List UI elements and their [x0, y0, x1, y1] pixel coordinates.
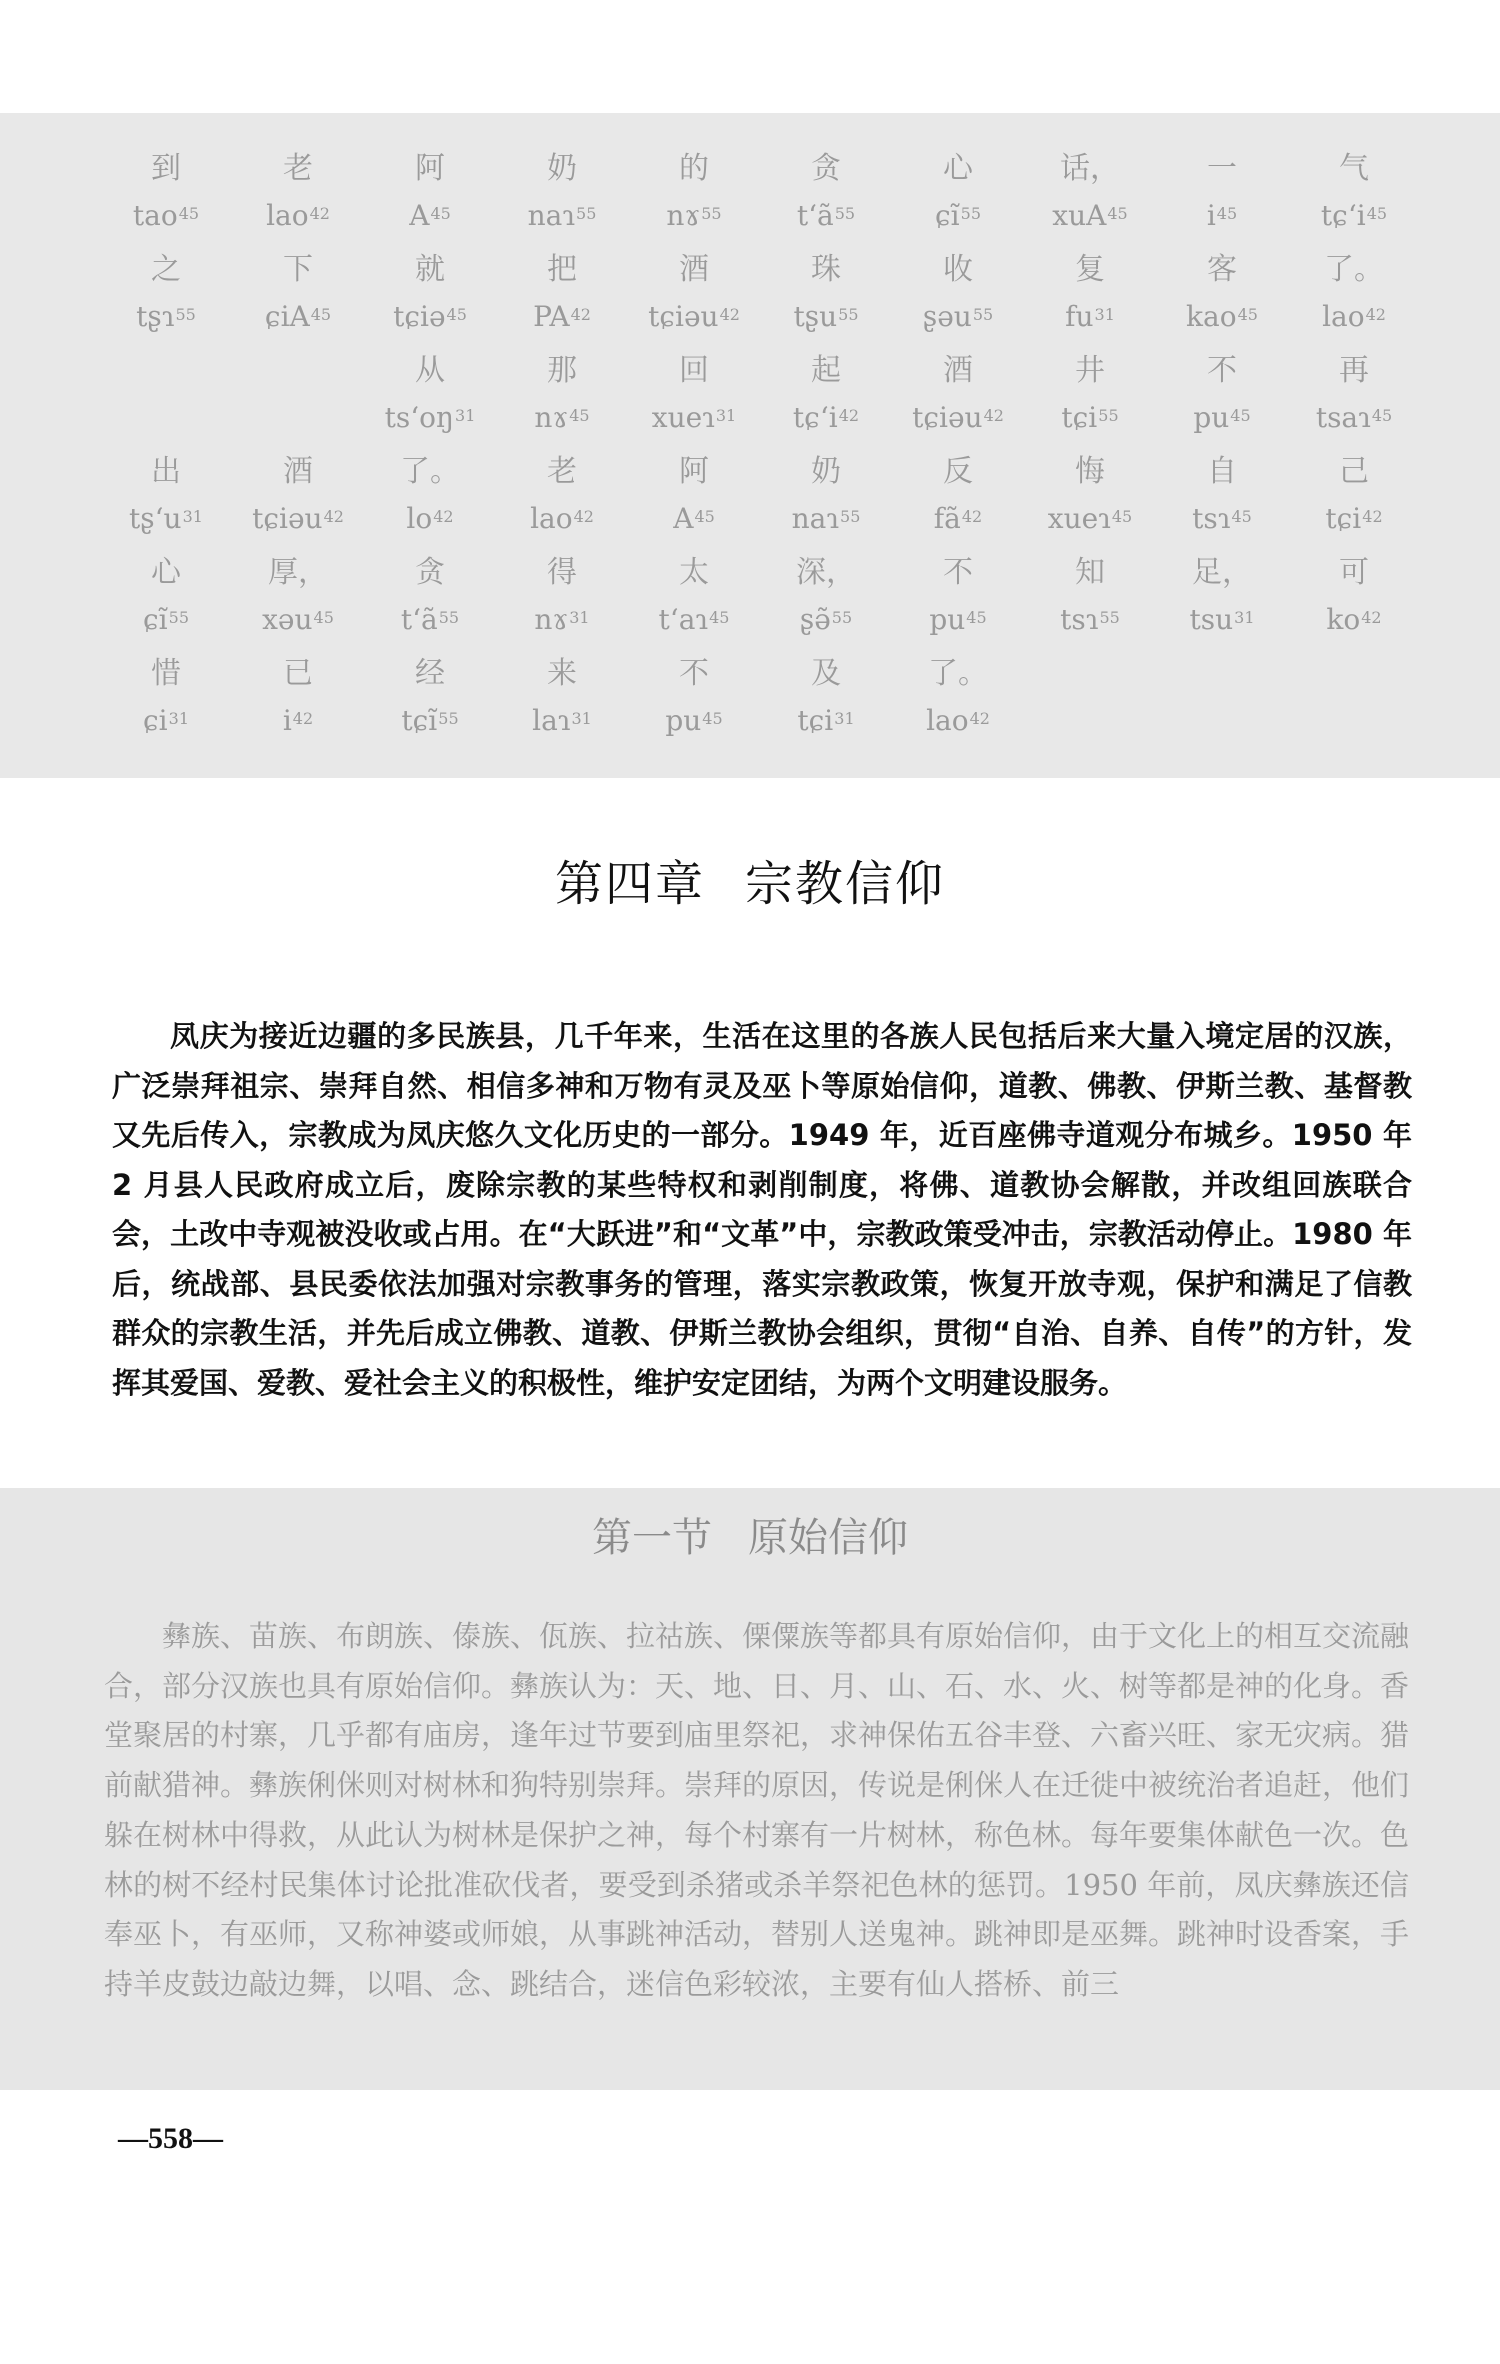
- gloss-tone-number: 45: [1366, 204, 1388, 224]
- gloss-syllable: t‘ã: [400, 603, 438, 637]
- gloss-hanzi-cell: 珠: [811, 252, 841, 288]
- gloss-tone-number: 42: [1362, 507, 1383, 527]
- page-number: —558—: [118, 2122, 223, 2155]
- gloss-romanization-cell: [1288, 595, 1420, 646]
- gloss-romanization-cell: [760, 696, 892, 747]
- gloss-tone-number: 55: [1098, 406, 1119, 426]
- gloss-tone-number: 31: [569, 608, 590, 628]
- gloss-romanization-cell: [1156, 595, 1288, 646]
- gloss-syllable: A: [409, 199, 430, 233]
- gloss-tone-number: 55: [834, 204, 856, 224]
- gloss-syllable: fu: [1065, 300, 1094, 334]
- gloss-hanzi-cell: 奶: [547, 151, 577, 187]
- gloss-romanization-cell: [364, 494, 496, 545]
- gloss-romanization-cell: [232, 292, 364, 343]
- gloss-hanzi-cell: 心: [151, 555, 181, 591]
- gloss-syllable: lao: [1322, 300, 1365, 334]
- gloss-tone-number: 55: [838, 305, 859, 325]
- gloss-hanzi-cell: 出: [151, 454, 181, 490]
- gloss-syllable: tɕi: [1325, 502, 1362, 536]
- gloss-romanization-cell: [1288, 191, 1420, 242]
- gloss-romanization-cell: [100, 292, 232, 343]
- gloss-syllable: A: [673, 502, 694, 536]
- gloss-hanzi-cell: 再: [1339, 353, 1369, 389]
- gloss-syllable: PA: [533, 300, 570, 334]
- gloss-romanization-cell: [232, 494, 364, 545]
- gloss-tone-number: 45: [1237, 305, 1258, 325]
- gloss-tone-number: 31: [571, 709, 592, 729]
- gloss-syllable: ɕĩ: [143, 603, 168, 637]
- gloss-hanzi-cell: 酒: [679, 252, 709, 288]
- gloss-syllable: tɕiə: [393, 300, 446, 334]
- gloss-romanization-cell: [100, 191, 232, 242]
- gloss-romanization-cell: [1156, 393, 1288, 444]
- gloss-tone-number: 42: [719, 305, 740, 325]
- gloss-syllable: pu: [665, 704, 702, 738]
- gloss-hanzi-cell: 贪: [415, 555, 445, 591]
- gloss-hanzi-cell: [1288, 645, 1420, 696]
- gloss-tone-number: 45: [966, 608, 987, 628]
- gloss-hanzi-cell: 厚，: [268, 555, 328, 591]
- gloss-romanization-cell: [892, 595, 1024, 646]
- gloss-syllable: lo: [406, 502, 433, 536]
- gloss-tone-number: 42: [323, 507, 344, 527]
- gloss-syllable: tʂ‘u: [129, 502, 182, 536]
- gloss-tone-number: 42: [309, 204, 330, 224]
- gloss-romanization-cell: [496, 696, 628, 747]
- gloss-tone-number: 31: [1094, 305, 1115, 325]
- gloss-hanzi-cell: 到: [151, 151, 181, 187]
- gloss-tone-number: 45: [1230, 406, 1251, 426]
- gloss-tone-number: 42: [1365, 305, 1386, 325]
- gloss-hanzi-cell: 不: [1207, 353, 1237, 389]
- gloss-hanzi-cell: 起: [811, 353, 841, 389]
- gloss-tone-number: 42: [573, 507, 594, 527]
- gloss-hanzi-cell: 深，: [796, 555, 856, 591]
- gloss-tone-number: 45: [178, 204, 200, 224]
- interlinear-gloss-table: [100, 140, 1420, 746]
- gloss-syllable: naɿ: [527, 199, 576, 233]
- gloss-tone-number: 55: [972, 305, 994, 325]
- gloss-romanization-cell: [628, 696, 760, 747]
- gloss-romanization-cell: [100, 595, 232, 646]
- gloss-romanization-cell: [628, 292, 760, 343]
- gloss-hanzi-cell: 客: [1207, 252, 1237, 288]
- gloss-hanzi-cell: 收: [943, 252, 973, 288]
- chapter-heading: [0, 845, 1500, 914]
- gloss-syllable: nɤ: [534, 603, 569, 637]
- gloss-hanzi-cell: 气: [1339, 151, 1369, 187]
- gloss-tone-number: 55: [438, 709, 459, 729]
- gloss-tone-number: 31: [834, 709, 855, 729]
- gloss-hanzi-cell: 己: [1339, 454, 1369, 490]
- gloss-romanization-cell: [364, 292, 496, 343]
- gloss-syllable: tɕiəu: [252, 502, 323, 536]
- gloss-syllable: tsɿ: [1060, 603, 1099, 637]
- gloss-syllable: t‘ã: [796, 199, 834, 233]
- gloss-syllable: tɕi: [1061, 401, 1098, 435]
- gloss-syllable: t‘aɿ: [658, 603, 709, 637]
- gloss-syllable: tɕiəu: [648, 300, 719, 334]
- section-number: 第一节: [592, 1515, 712, 1561]
- chapter-title: 宗教信仰: [745, 856, 946, 912]
- gloss-hanzi-cell: 了。: [928, 656, 988, 692]
- gloss-syllable: fã: [933, 502, 961, 536]
- gloss-romanization-cell: [1288, 393, 1420, 444]
- gloss-romanization-cell: [1156, 191, 1288, 242]
- gloss-romanization-cell: [760, 494, 892, 545]
- gloss-romanization-cell: [1156, 292, 1288, 343]
- section-heading: [0, 1506, 1500, 1563]
- gloss-hanzi-cell: 井: [1075, 353, 1105, 389]
- gloss-hanzi-cell: 回: [679, 353, 709, 389]
- gloss-syllable: pu: [1193, 401, 1230, 435]
- gloss-hanzi-cell: 足，: [1192, 555, 1252, 591]
- gloss-hanzi-cell: 就: [415, 252, 445, 288]
- gloss-tone-number: 31: [455, 406, 476, 426]
- gloss-tone-number: 31: [168, 709, 189, 729]
- gloss-hanzi-cell: 的: [679, 151, 709, 187]
- gloss-tone-number: 55: [576, 204, 597, 224]
- chapter-number: 第四章: [554, 856, 705, 912]
- gloss-romanization-cell: [496, 393, 628, 444]
- gloss-syllable: tao: [132, 199, 178, 233]
- gloss-hanzi-cell: 反: [943, 454, 973, 490]
- gloss-tone-number: 45: [1107, 204, 1128, 224]
- gloss-romanization-cell: [1156, 696, 1288, 747]
- gloss-hanzi-cell: 可: [1339, 555, 1369, 591]
- gloss-tone-number: 45: [1111, 507, 1133, 527]
- gloss-tone-number: 31: [715, 406, 737, 426]
- gloss-hanzi-cell: 复: [1075, 252, 1105, 288]
- gloss-tone-number: 45: [569, 406, 590, 426]
- chapter-intro-paragraph: 凤庆为接近边疆的多民族县，几千年来，生活在这里的各族人民包括后来大量入境定居的汉族，广泛崇拜祖宗、崇拜自然、相信多神和万物有灵及巫卜等原始信仰，道教、佛教、伊斯兰教、基督教又先后传入，宗教成为凤庆悠久文化历史的一部分。1949 年，近百座佛寺道观分布城乡。1950 年 2 月县人民政府成立后，废除宗教的某些特权和剥削制度，将佛、道教协会解散，并改组回族联合会，土改中寺观被没收或占用。在“大跃进”和“文革”中，宗教政策受冲击，宗教活动停止。1980 年后，统战部、县民委依法加强对宗教事务的管理，落实宗教政策，恢复开放寺观，保护和满足了信教群众的宗教生活，并先后成立佛教、道教、伊斯兰教协会组织，贯彻“自治、自养、自传”的方针，发挥其爱国、爱教、爱社会主义的积极性，维护安定团结，为两个文明建设服务。: [112, 1019, 1412, 1400]
- gloss-tone-number: 42: [292, 709, 314, 729]
- gloss-tone-number: 31: [182, 507, 203, 527]
- gloss-romanization-cell: [496, 191, 628, 242]
- gloss-romanization-cell: [1288, 696, 1420, 747]
- gloss-tone-number: 45: [702, 709, 723, 729]
- gloss-tone-number: 45: [313, 608, 334, 628]
- gloss-hanzi-cell: [1156, 645, 1288, 696]
- gloss-hanzi-cell: 来: [547, 656, 577, 692]
- gloss-hanzi-cell: 不: [943, 555, 973, 591]
- gloss-syllable: xəu: [262, 603, 313, 637]
- gloss-hanzi-cell: 已: [283, 656, 313, 692]
- gloss-romanization-cell: [496, 494, 628, 545]
- gloss-tone-number: 42: [983, 406, 1004, 426]
- gloss-romanization-cell: [892, 393, 1024, 444]
- gloss-syllable: ʂə̃: [799, 603, 831, 637]
- gloss-tone-number: 42: [969, 709, 990, 729]
- gloss-romanization-cell: [100, 393, 232, 444]
- gloss-syllable: ko: [1326, 603, 1361, 637]
- gloss-hanzi-cell: 心: [943, 151, 973, 187]
- gloss-romanization-cell: [232, 696, 364, 747]
- gloss-hanzi-cell: 贪: [811, 151, 841, 187]
- gloss-syllable: tʂɿ: [136, 300, 175, 334]
- gloss-hanzi-cell: 悔: [1075, 454, 1105, 490]
- gloss-tone-number: 55: [438, 608, 460, 628]
- gloss-hanzi-cell: 老: [547, 454, 577, 490]
- gloss-syllable: lao: [530, 502, 573, 536]
- gloss-tone-number: 45: [310, 305, 332, 325]
- gloss-hanzi-cell: 及: [811, 656, 841, 692]
- gloss-hanzi-cell: 了。: [400, 454, 460, 490]
- gloss-romanization-cell: [496, 292, 628, 343]
- gloss-hanzi-cell: 从: [415, 353, 445, 389]
- gloss-tone-number: 42: [433, 507, 454, 527]
- gloss-romanization-cell: [892, 292, 1024, 343]
- gloss-hanzi-cell: 经: [415, 656, 445, 692]
- gloss-romanization-cell: [100, 494, 232, 545]
- gloss-tone-number: 55: [175, 305, 196, 325]
- gloss-tone-number: 42: [961, 507, 983, 527]
- gloss-romanization-cell: [232, 595, 364, 646]
- gloss-hanzi-cell: 阿: [679, 454, 709, 490]
- gloss-syllable: tɕĩ: [401, 704, 438, 738]
- gloss-tone-number: 45: [430, 204, 451, 224]
- gloss-hanzi-cell: 太: [679, 555, 709, 591]
- gloss-romanization-cell: [364, 191, 496, 242]
- gloss-tone-number: 45: [1371, 406, 1393, 426]
- gloss-syllable: tsɿ: [1192, 502, 1231, 536]
- gloss-hanzi-cell: 奶: [811, 454, 841, 490]
- gloss-tone-number: 55: [831, 608, 853, 628]
- gloss-romanization-cell: [628, 494, 760, 545]
- gloss-romanization-cell: [1288, 292, 1420, 343]
- section-title: 原始信仰: [748, 1515, 908, 1561]
- gloss-syllable: tɕ‘i: [792, 401, 838, 435]
- gloss-syllable: naɿ: [791, 502, 840, 536]
- gloss-syllable: ʂəu: [922, 300, 972, 334]
- gloss-romanization-cell: [364, 393, 496, 444]
- gloss-romanization-cell: [628, 393, 760, 444]
- gloss-hanzi-cell: 阿: [415, 151, 445, 187]
- gloss-tone-number: 55: [168, 608, 189, 628]
- gloss-romanization-cell: [1024, 595, 1156, 646]
- gloss-hanzi-cell: 酒: [283, 454, 313, 490]
- gloss-syllable: xueɿ: [1047, 502, 1111, 536]
- gloss-hanzi-cell: 惜: [151, 656, 181, 692]
- gloss-hanzi-cell: [100, 342, 232, 393]
- gloss-tone-number: 55: [840, 507, 861, 527]
- gloss-tone-number: 45: [709, 608, 730, 628]
- gloss-romanization-cell: [1024, 494, 1156, 545]
- gloss-romanization-cell: [892, 191, 1024, 242]
- gloss-romanization-cell: [1024, 191, 1156, 242]
- gloss-romanization-cell: [628, 595, 760, 646]
- gloss-syllable: ɕi: [143, 704, 168, 738]
- gloss-syllable: ɕiA: [264, 300, 310, 334]
- gloss-romanization-cell: [892, 494, 1024, 545]
- gloss-syllable: ts‘oŋ: [384, 401, 455, 435]
- gloss-syllable: tʂu: [793, 300, 838, 334]
- gloss-syllable: nɤ: [534, 401, 569, 435]
- gloss-romanization-cell: [364, 696, 496, 747]
- gloss-romanization-cell: [1024, 696, 1156, 747]
- gloss-tone-number: 45: [694, 507, 715, 527]
- gloss-syllable: tɕ‘i: [1320, 199, 1366, 233]
- gloss-syllable: pu: [929, 603, 966, 637]
- gloss-hanzi-cell: 把: [547, 252, 577, 288]
- gloss-hanzi-cell: 一: [1207, 151, 1237, 187]
- gloss-hanzi-cell: 知: [1075, 555, 1105, 591]
- gloss-romanization-cell: [760, 393, 892, 444]
- gloss-romanization-cell: [760, 191, 892, 242]
- gloss-syllable: ɕĩ: [935, 199, 960, 233]
- gloss-syllable: xuA: [1052, 199, 1107, 233]
- gloss-syllable: tsaɿ: [1315, 401, 1371, 435]
- gloss-romanization-cell: [1156, 494, 1288, 545]
- gloss-romanization-cell: [760, 292, 892, 343]
- gloss-romanization-cell: [100, 696, 232, 747]
- gloss-tone-number: 45: [1216, 204, 1238, 224]
- gloss-hanzi-cell: 自: [1207, 454, 1237, 490]
- gloss-tone-number: 45: [1231, 507, 1252, 527]
- gloss-syllable: xueɿ: [651, 401, 715, 435]
- gloss-romanization-cell: [760, 595, 892, 646]
- gloss-romanization-cell: [232, 393, 364, 444]
- gloss-syllable: laɿ: [532, 704, 571, 738]
- gloss-hanzi-cell: [1024, 645, 1156, 696]
- gloss-hanzi-cell: 了。: [1324, 252, 1384, 288]
- gloss-syllable: tɕiəu: [912, 401, 983, 435]
- gloss-hanzi-cell: 老: [283, 151, 313, 187]
- gloss-syllable: lao: [926, 704, 969, 738]
- gloss-syllable: nɤ: [666, 199, 701, 233]
- gloss-tone-number: 42: [570, 305, 591, 325]
- section-body-paragraph: 彝族、苗族、布朗族、傣族、佤族、拉祜族、傈僳族等都具有原始信仰，由于文化上的相互交流融合，部分汉族也具有原始信仰。彝族认为：天、地、日、月、山、石、水、火、树等都是神的化身。香堂聚居的村寨，几乎都有庙房，逢年过节要到庙里祭祀，求神保佑五谷丰登、六畜兴旺、家无灾病。猎前献猎神。彝族俐侎则对树林和狗特别崇拜。崇拜的原因，传说是俐侎人在迁徙中被统治者追赶，他们躲在树林中得救，从此认为树林是保护之神，每个村寨有一片树林，称色林。每年要集体献色一次。色林的树不经村民集体讨论批准砍伐者，要受到杀猪或杀羊祭祀色林的惩罚。1950 年前，凤庆彝族还信奉巫卜，有巫师，又称神婆或师娘，从事跳神活动，替别人送鬼神。跳神即是巫舞。跳神时设香案，手持羊皮鼓边敲边舞，以唱、念、跳结合，迷信色彩较浓，主要有仙人搭桥、前三: [104, 1619, 1410, 2001]
- gloss-tone-number: 55: [701, 204, 722, 224]
- gloss-tone-number: 42: [838, 406, 860, 426]
- gloss-hanzi-cell: 得: [547, 555, 577, 591]
- gloss-romanization-cell: [628, 191, 760, 242]
- gloss-romanization-cell: [364, 595, 496, 646]
- gloss-hanzi-cell: 下: [283, 252, 313, 288]
- gloss-hanzi-cell: 酒: [943, 353, 973, 389]
- gloss-romanization-cell: [232, 191, 364, 242]
- gloss-syllable: tɕi: [797, 704, 834, 738]
- gloss-tone-number: 45: [446, 305, 467, 325]
- gloss-tone-number: 55: [960, 204, 981, 224]
- gloss-syllable: lao: [266, 199, 309, 233]
- gloss-hanzi-cell: 不: [679, 656, 709, 692]
- gloss-syllable: kao: [1186, 300, 1237, 334]
- gloss-romanization-cell: [1024, 393, 1156, 444]
- gloss-syllable: i: [1206, 199, 1216, 233]
- gloss-syllable: tsu: [1189, 603, 1234, 637]
- gloss-romanization-cell: [1024, 292, 1156, 343]
- gloss-syllable: i: [282, 704, 292, 738]
- gloss-romanization-cell: [496, 595, 628, 646]
- gloss-hanzi-cell: 之: [151, 252, 181, 288]
- gloss-tone-number: 31: [1234, 608, 1255, 628]
- gloss-tone-number: 42: [1361, 608, 1382, 628]
- gloss-romanization-cell: [1288, 494, 1420, 545]
- gloss-tone-number: 55: [1099, 608, 1120, 628]
- gloss-hanzi-cell: 话，: [1060, 151, 1120, 187]
- gloss-hanzi-cell: 那: [547, 353, 577, 389]
- gloss-hanzi-cell: [232, 342, 364, 393]
- gloss-romanization-cell: [892, 696, 1024, 747]
